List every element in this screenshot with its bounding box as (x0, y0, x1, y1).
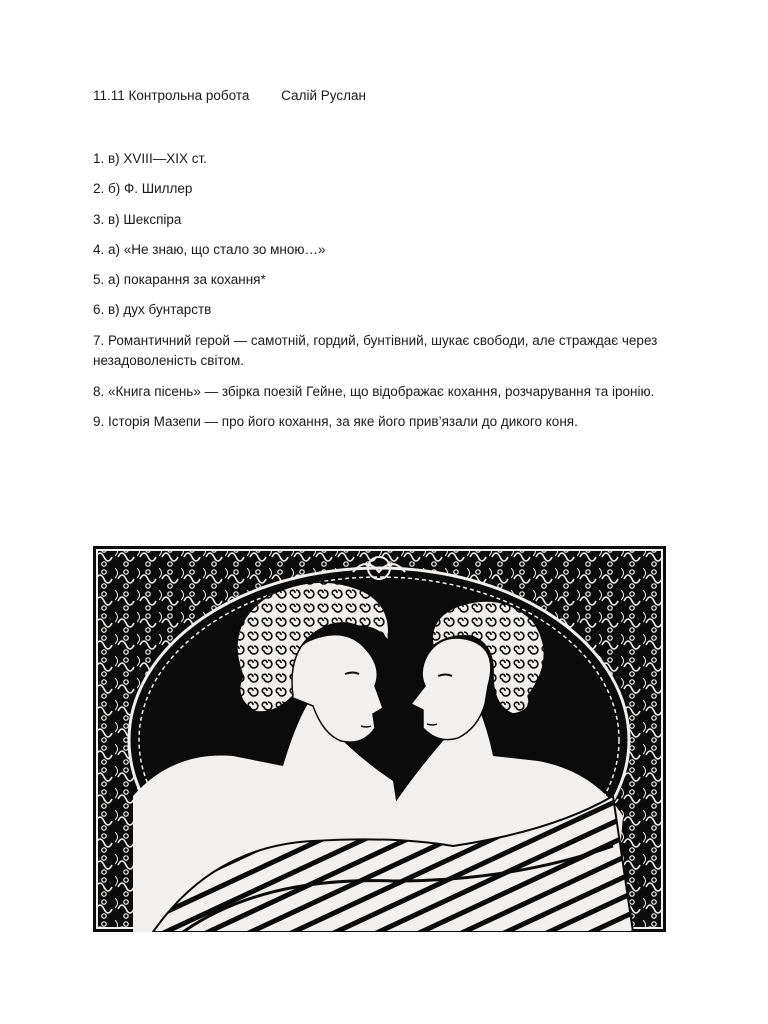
answer-list (93, 149, 673, 442)
answer-item: 5. а) покарання за кохання* (93, 272, 266, 288)
answer-item: 4. а) «Не знаю, що стало зо мною…» (93, 241, 326, 257)
document-title: 11.11 Контрольна робота (93, 88, 250, 103)
author-name: Салій Руслан (281, 88, 366, 103)
answer-item: 7. Романтичний герой — самотній, гордий, бунтівний, шукає свободи, але страждає через незадоволеність світом. (93, 332, 658, 369)
answer-item: 2. б) Ф. Шиллер (93, 181, 193, 197)
answer-item: 3. в) Шекспіра (93, 211, 182, 227)
illustration-image (93, 546, 666, 932)
illustration-svg (93, 546, 666, 932)
answer-item: 9. Історія Мазепи — про його кохання, за яке його прив’язали до дикого коня. (93, 413, 578, 429)
answer-item: 1. в) XVIII—XIX ст. (93, 151, 207, 166)
answer-item: 8. «Книга пісень» — збірка поезій Гейне, що відображає кохання, розчарування та іронію. (93, 383, 655, 399)
document-header (93, 88, 366, 103)
answer-item: 6. в) дух бунтарств (93, 302, 212, 318)
